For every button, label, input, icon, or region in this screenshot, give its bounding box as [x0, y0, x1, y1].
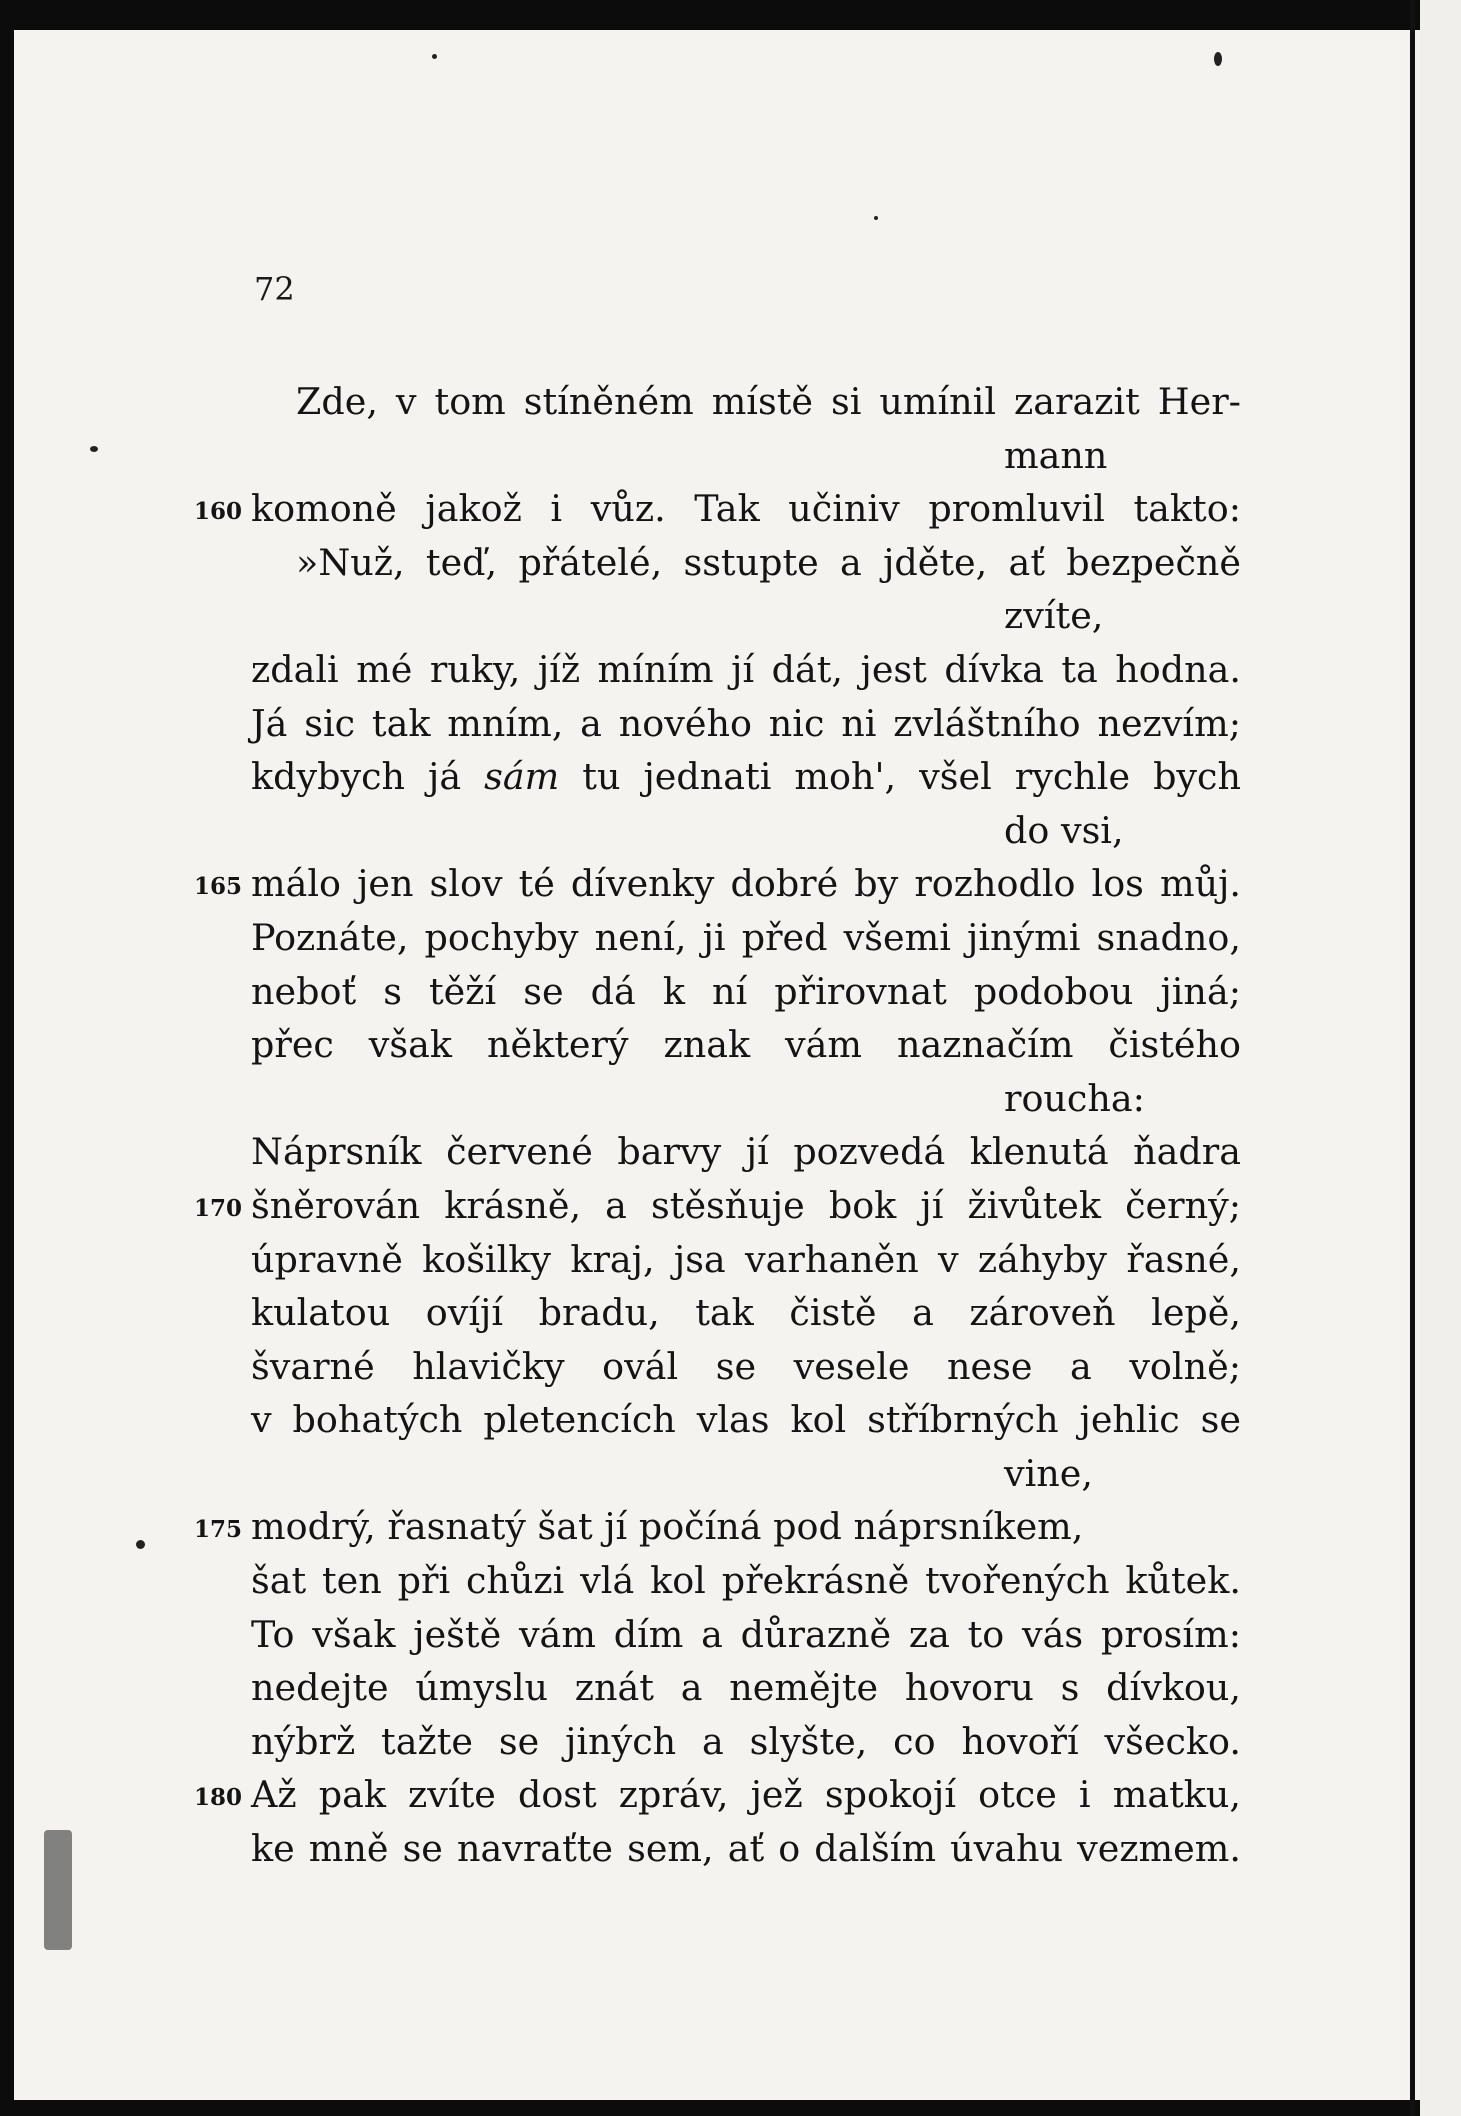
line-text: šněrován krásně, a stěsňuje bok jí živůtek černý;: [251, 1183, 1241, 1227]
poem-line: [14, 1500, 1420, 1554]
line-text: švarné hlavičky ovál se vesele nese a volně;: [251, 1344, 1241, 1388]
line-text: zdali mé ruky, jíž míním jí dát, jest dívka ta hodna.: [251, 647, 1241, 691]
line-text: komoně jakož i vůz. Tak učiniv promluvil takto:: [251, 487, 1241, 531]
line-continuation: do vsi,: [1004, 808, 1124, 852]
poem-line: [14, 804, 1420, 858]
line-text: Náprsník červené barvy jí pozvedá klenutá ňadra: [251, 1130, 1241, 1174]
poem-line: [14, 965, 1420, 1019]
line-text: neboť s těží se dá k ní přirovnat podobou jiná;: [251, 969, 1241, 1013]
line-text: ke mně se navraťte sem, ať o dalším úvahu vezmem.: [251, 1827, 1241, 1871]
line-text: přec však některý znak vám naznačím čistého: [251, 1023, 1241, 1067]
scan-speck: [90, 446, 98, 452]
poem-line: [14, 482, 1420, 536]
scan-speck: [432, 54, 437, 59]
poem-line: [14, 1447, 1420, 1501]
scan-speck: [1214, 52, 1222, 66]
line-text: nedejte úmyslu znát a nemějte hovoru s dívkou,: [251, 1666, 1241, 1710]
poem-line: [14, 1286, 1420, 1340]
line-text: [251, 750, 1241, 804]
scan-speck: [136, 1540, 145, 1549]
poem-line: [14, 1715, 1420, 1769]
line-text: kulatou ovíjí bradu, tak čistě a zároveň lepě,: [251, 1291, 1241, 1335]
line-number: 160: [194, 498, 243, 526]
page-number: 72: [254, 270, 295, 308]
poem-line: [14, 1768, 1420, 1822]
line-text-part: tu jednati moh', všel rychle bych: [559, 755, 1242, 799]
poem-line: [14, 375, 1420, 429]
line-number: 180: [194, 1784, 243, 1812]
line-text: nýbrž tažte se jiných a slyšte, co hovoří všecko.: [251, 1719, 1241, 1763]
line-text: modrý, řasnatý šat jí počíná pod náprsníkem,: [251, 1505, 1084, 1549]
line-continuation: vine,: [1004, 1451, 1094, 1495]
binding-shadow: [1410, 0, 1415, 2116]
line-text: málo jen slov té dívenky dobré by rozhodlo los můj.: [251, 862, 1241, 906]
poem-line: [14, 589, 1420, 643]
next-page-edge: [1420, 0, 1461, 2116]
poem-line: [14, 697, 1420, 751]
line-continuation: roucha:: [1004, 1076, 1145, 1120]
line-number: 170: [194, 1194, 243, 1222]
poem-line: [14, 1018, 1420, 1072]
line-continuation: mann: [1004, 433, 1108, 477]
poem-line: [14, 1554, 1420, 1608]
line-text: šat ten při chůzi vlá kol překrásně tvořených kůtek.: [251, 1559, 1241, 1603]
line-number: 175: [194, 1516, 243, 1544]
line-text: »Nuž, teď, přátelé, sstupte a jděte, ať bezpečně: [296, 540, 1241, 584]
poem-line: [14, 1661, 1420, 1715]
poem-line: [14, 857, 1420, 911]
poem-line: [14, 1072, 1420, 1126]
poem-line: [14, 1125, 1420, 1179]
line-number: 165: [194, 873, 243, 901]
poem-line: [14, 1393, 1420, 1447]
line-text: Poznáte, pochyby není, ji před všemi jinými snadno,: [251, 915, 1241, 959]
line-text-part: kdybych já: [251, 755, 485, 799]
line-text: To však ještě vám dím a důrazně za to vás prosím:: [251, 1612, 1241, 1656]
poem-text: [14, 375, 1420, 1876]
scan-speck: [44, 1830, 72, 1950]
poem-line: [14, 911, 1420, 965]
poem-line: [14, 643, 1420, 697]
poem-line: [14, 536, 1420, 590]
line-text: v bohatých pletencích vlas kol stříbrných jehlic se: [251, 1398, 1241, 1442]
line-text: Já sic tak mním, a nového nic ni zvláštního nezvím;: [251, 701, 1241, 745]
line-text: Zde, v tom stíněném místě si umínil zarazit Her-: [296, 380, 1241, 423]
poem-line: [14, 1340, 1420, 1394]
line-text: úpravně košilky kraj, jsa varhaněn v záhyby řasné,: [251, 1237, 1241, 1281]
poem-line: [14, 429, 1420, 483]
poem-line: [14, 1233, 1420, 1287]
poem-line: [14, 1608, 1420, 1662]
line-continuation: zvíte,: [1004, 594, 1104, 638]
scan-speck: [874, 216, 878, 220]
line-text: Až pak zvíte dost zpráv, jež spokojí otce i matku,: [251, 1773, 1241, 1817]
emphasized-word: sám: [484, 755, 560, 799]
book-page: [14, 30, 1420, 2100]
poem-line: [14, 750, 1420, 804]
poem-line: [14, 1822, 1420, 1876]
poem-line: [14, 1179, 1420, 1233]
